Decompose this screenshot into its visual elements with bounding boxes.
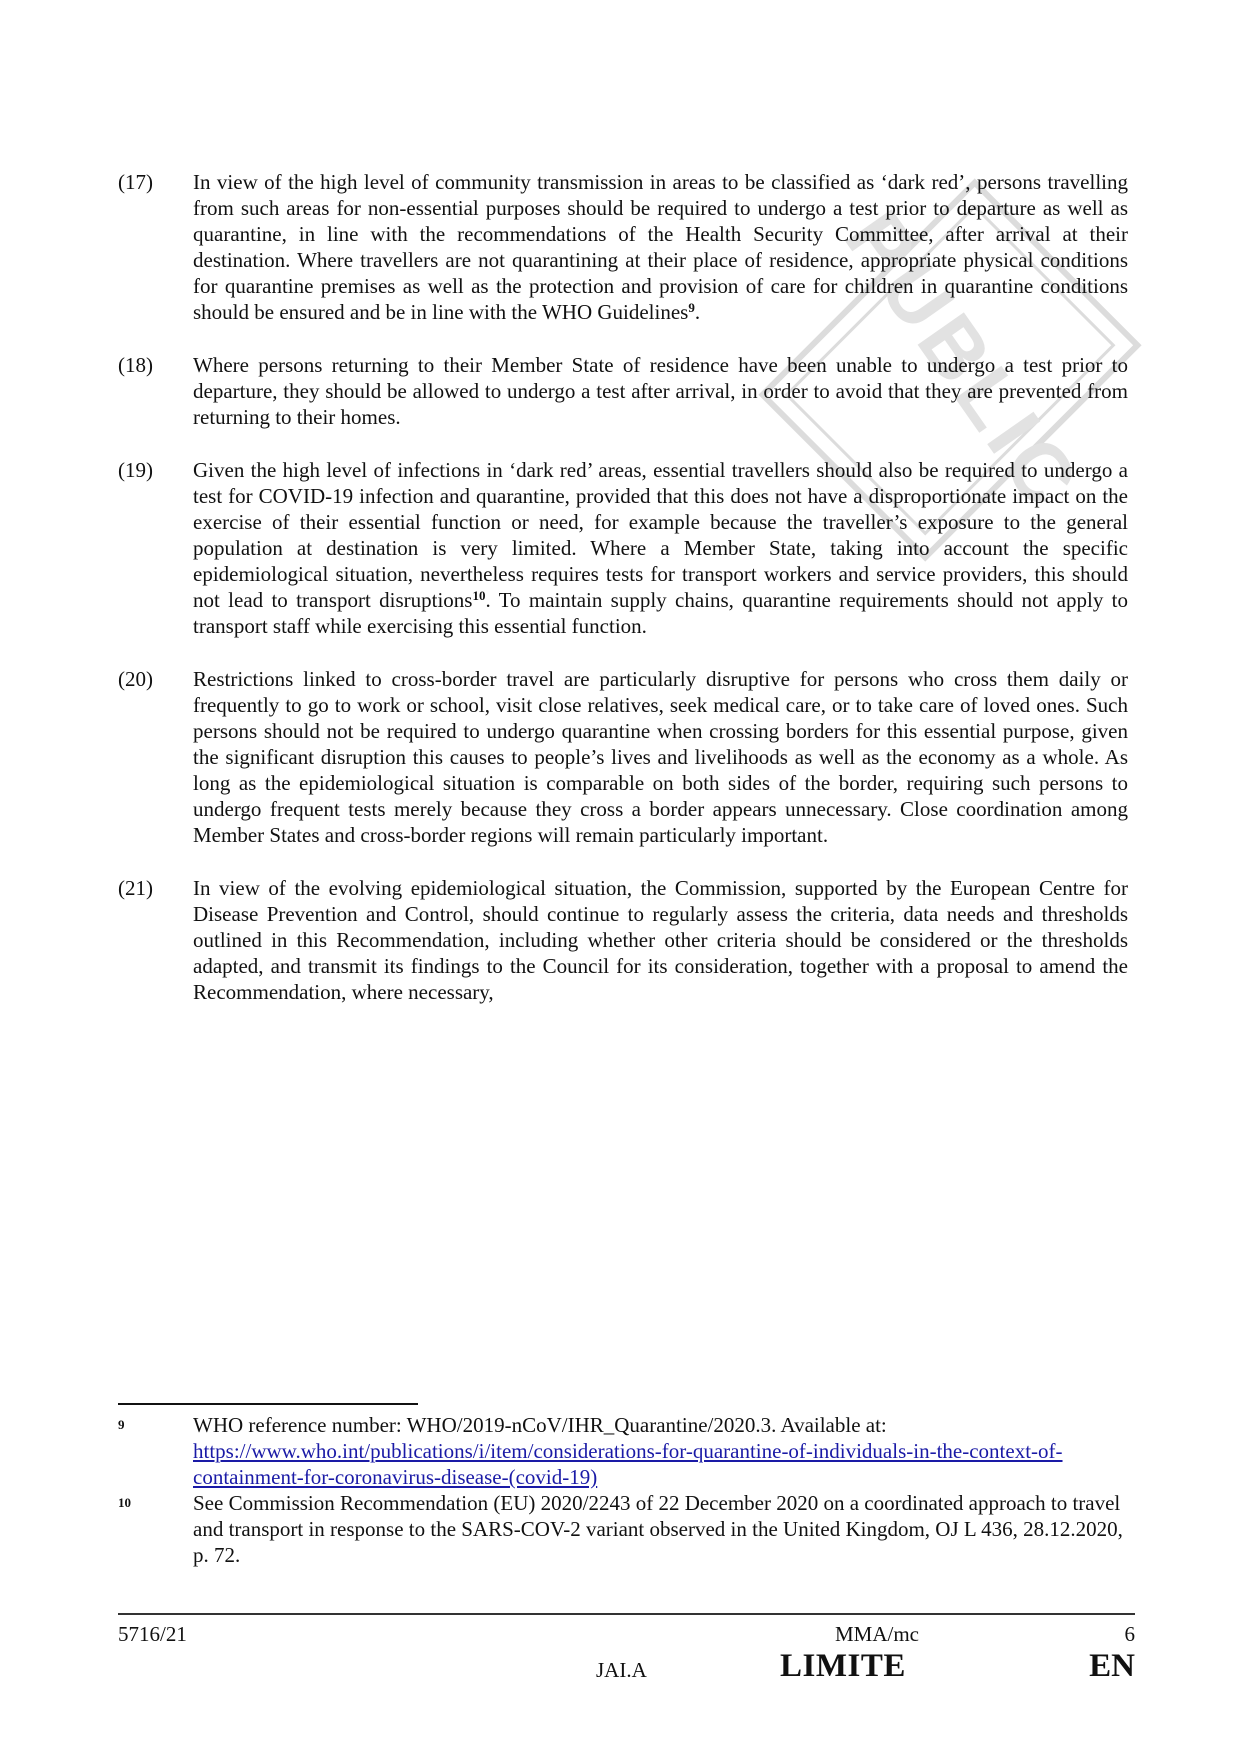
footnote-separator (118, 1403, 418, 1405)
recital-19 (118, 457, 1128, 639)
page-number: 6 (1124, 1622, 1135, 1646)
language-code: EN (1089, 1648, 1135, 1684)
footnotes (118, 1412, 1128, 1568)
author-initials: MMA/mc (835, 1622, 919, 1646)
footnote-text: WHO reference number: WHO/2019-nCoV/IHR_Quarantine/2020.3. Available at: https://www.who.int/publications/i/item/considerations-for-quarantine-of-individuals-in-the-context-of-containment-for-coronavirus-disease-(covid-19) (193, 1413, 1063, 1489)
directorate-unit: JAI.A (596, 1658, 647, 1682)
recital-18 (118, 352, 1128, 430)
recital-number: (19) (118, 458, 153, 482)
recital-number: (18) (118, 353, 153, 377)
recital-text: Given the high level of infections in ‘dark red’ areas, essential travellers should also be required to undergo a test for COVID-19 infection and quarantine, provided that this does not have a disproportionate impact on the exercise of their essential function or need, for example because the traveller’s exposure to the general population at destination is very limited. Where a Member State, taking into account the specific epidemiological situation, nevertheless requires tests for transport workers and service providers, this should not lead to transport disruptions$^{10}$. To maintain supply chains, quarantine requirements should not apply to transport staff while exercising this essential function. (193, 458, 1128, 638)
page-footer (118, 1622, 1135, 1702)
svg-text:PUBLIC: PUBLIC (827, 195, 1098, 527)
recital-text: Where persons returning to their Member State of residence have been unable to undergo a test prior to departure, they should be allowed to undergo a test after arrival, in order to avoid that they are prevented from returning to their homes. (193, 353, 1128, 429)
footnote-number: 9 (118, 1417, 125, 1432)
document-reference: 5716/21 (118, 1622, 187, 1646)
recital-number: (17) (118, 170, 153, 194)
recital-number: (20) (118, 667, 153, 691)
classification-marking: LIMITE (780, 1648, 906, 1684)
footnote-ref-9[interactable]: 9 (688, 300, 695, 315)
footer-separator (118, 1613, 1135, 1615)
footnote-10 (118, 1490, 1128, 1568)
recital-20 (118, 666, 1128, 848)
recitals-body (118, 169, 1128, 1032)
recital-21 (118, 875, 1128, 1005)
footnote-ref-10[interactable]: 10 (472, 588, 486, 603)
recital-text: In view of the high level of community transmission in areas to be classified as ‘dark red’, persons travelling from such areas for non-essential purposes should be required to undergo a test prior to departure as well as quarantine, in line with the recommendations of the Health Security Committee, after arrival at their destination. Where travellers are not quarantining at their place of residence, appropriate physical conditions for quarantine premises as well as the protection and provision of care for children in quarantine conditions should be ensured and be in line with the WHO Guidelines$^9$. (193, 170, 1128, 324)
recital-text: In view of the evolving epidemiological situation, the Commission, supported by the European Centre for Disease Prevention and Control, should continue to regularly assess the criteria, data needs and thresholds outlined in this Recommendation, including whether other criteria should be considered or the thresholds adapted, and transmit its findings to the Council for its consideration, together with a proposal to amend the Recommendation, where necessary, (193, 876, 1128, 1004)
footnote-number: 10 (118, 1495, 131, 1510)
recital-text: Restrictions linked to cross-border travel are particularly disruptive for persons who cross them daily or frequently to go to work or school, visit close relatives, seek medical care, or to take care of loved ones. Such persons should not be required to undergo quarantine when crossing borders for this essential purpose, given the significant disruption this causes to people’s lives and livelihoods as well as the economy as a whole. As long as the epidemiological situation is comparable on both sides of the border, requiring such persons to undergo frequent tests merely because they cross a border appears unnecessary. Close coordination among Member States and cross-border regions will remain particularly important. (193, 667, 1128, 847)
footnote-9 (118, 1412, 1128, 1490)
recital-number: (21) (118, 876, 153, 900)
footnote-text: See Commission Recommendation (EU) 2020/2243 of 22 December 2020 on a coordinated approach to travel and transport in response to the SARS-COV-2 variant observed in the United Kingdom, OJ L 436, 28.12.2020, p. 72. (193, 1491, 1123, 1567)
who-guidelines-link[interactable]: https://www.who.int/publications/i/item/considerations-for-quarantine-of-individuals-in-the-context-of-containment-for-coronavirus-disease-(covid-19) (193, 1439, 1063, 1489)
recital-17 (118, 169, 1128, 325)
